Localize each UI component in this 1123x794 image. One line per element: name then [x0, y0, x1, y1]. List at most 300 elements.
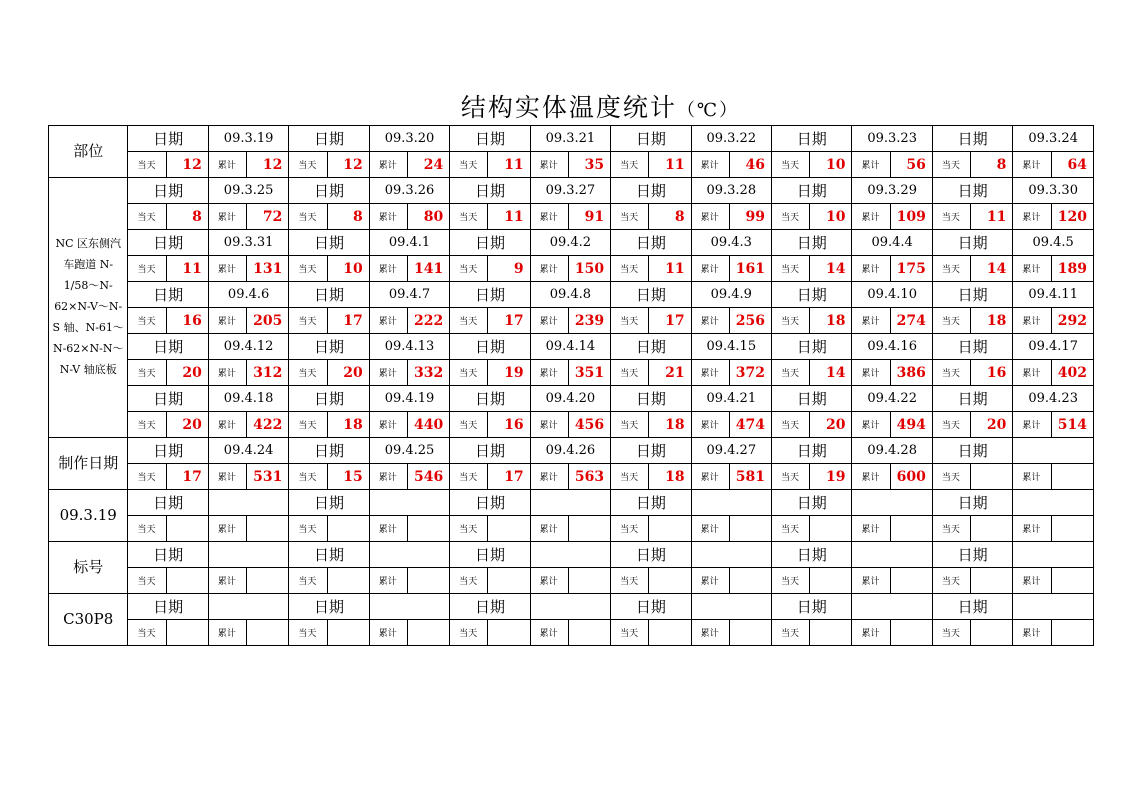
day-value: 16	[166, 308, 208, 334]
total-value	[890, 516, 932, 542]
day-label: 当天	[289, 412, 327, 438]
total-value	[890, 620, 932, 646]
day-label: 当天	[289, 620, 327, 646]
date-value: 09.3.22	[691, 126, 771, 152]
total-value: 494	[890, 412, 932, 438]
total-value	[568, 516, 610, 542]
date-label: 日期	[932, 438, 1012, 464]
day-label: 当天	[128, 412, 166, 438]
date-label: 日期	[450, 282, 530, 308]
day-label: 当天	[128, 568, 166, 594]
day-value	[810, 568, 852, 594]
total-label: 累计	[691, 152, 729, 178]
total-value: 91	[568, 204, 610, 230]
date-label: 日期	[289, 126, 369, 152]
day-value: 10	[810, 152, 852, 178]
day-value	[327, 568, 369, 594]
date-value: 09.4.6	[208, 282, 288, 308]
date-value: 09.4.17	[1013, 334, 1094, 360]
total-label: 累计	[852, 464, 890, 490]
day-value: 12	[166, 152, 208, 178]
table-row	[49, 126, 1094, 152]
day-value: 18	[327, 412, 369, 438]
date-value: 09.4.2	[530, 230, 610, 256]
total-label: 累计	[369, 256, 407, 282]
day-label: 当天	[450, 360, 488, 386]
date-label: 日期	[450, 178, 530, 204]
day-label: 当天	[289, 464, 327, 490]
day-label: 当天	[772, 464, 810, 490]
total-value	[729, 620, 771, 646]
day-label: 当天	[289, 204, 327, 230]
date-label: 日期	[611, 542, 691, 568]
date-value	[208, 490, 288, 516]
date-value: 09.4.1	[369, 230, 449, 256]
total-value: 274	[890, 308, 932, 334]
date-label: 日期	[128, 126, 208, 152]
total-label: 累计	[1013, 256, 1051, 282]
date-value	[208, 594, 288, 620]
total-label: 累计	[1013, 620, 1051, 646]
total-value: 35	[568, 152, 610, 178]
date-label: 日期	[772, 126, 852, 152]
day-value: 18	[971, 308, 1013, 334]
date-value: 09.4.13	[369, 334, 449, 360]
day-value	[166, 516, 208, 542]
total-label: 累计	[208, 464, 246, 490]
day-value: 17	[649, 308, 691, 334]
date-label: 日期	[289, 438, 369, 464]
date-value: 09.4.19	[369, 386, 449, 412]
date-value: 09.3.26	[369, 178, 449, 204]
table-body	[49, 126, 1094, 646]
total-label: 累计	[691, 308, 729, 334]
total-label: 累计	[369, 516, 407, 542]
day-value: 14	[810, 360, 852, 386]
day-value: 8	[327, 204, 369, 230]
location-label: NC 区东侧汽车跑道 N-1/58～N-62×N-V～N-S 轴、N-61～N-62×N-N～N-V 轴底板	[49, 178, 128, 438]
day-label: 当天	[611, 464, 649, 490]
day-value	[810, 516, 852, 542]
total-label: 累计	[852, 256, 890, 282]
total-label: 累计	[208, 204, 246, 230]
title-unit: （℃）	[676, 100, 740, 121]
day-value	[971, 464, 1013, 490]
date-value: 09.4.9	[691, 282, 771, 308]
total-value: 474	[729, 412, 771, 438]
total-label: 累计	[369, 464, 407, 490]
date-label: 日期	[932, 282, 1012, 308]
total-value: 175	[890, 256, 932, 282]
total-value: 581	[729, 464, 771, 490]
day-label: 当天	[289, 360, 327, 386]
day-label: 当天	[289, 152, 327, 178]
day-value: 19	[488, 360, 530, 386]
date-value	[852, 542, 932, 568]
total-label: 累计	[530, 152, 568, 178]
date-label: 日期	[450, 490, 530, 516]
total-label: 累计	[852, 516, 890, 542]
total-value	[407, 516, 449, 542]
total-label: 累计	[1013, 204, 1051, 230]
date-label: 日期	[450, 126, 530, 152]
date-value	[530, 490, 610, 516]
total-value: 109	[890, 204, 932, 230]
total-label: 累计	[691, 256, 729, 282]
total-value: 456	[568, 412, 610, 438]
total-value: 531	[247, 464, 289, 490]
total-value: 99	[729, 204, 771, 230]
date-label: 日期	[450, 230, 530, 256]
date-label: 日期	[611, 230, 691, 256]
day-label: 当天	[932, 360, 970, 386]
total-label: 累计	[691, 412, 729, 438]
total-label: 累计	[530, 516, 568, 542]
day-label: 当天	[128, 308, 166, 334]
date-value: 09.4.25	[369, 438, 449, 464]
day-label: 当天	[932, 412, 970, 438]
date-label: 日期	[772, 178, 852, 204]
day-value	[649, 620, 691, 646]
day-value	[649, 568, 691, 594]
date-value: 09.4.11	[1013, 282, 1094, 308]
total-label: 累计	[530, 308, 568, 334]
date-value: 09.4.3	[691, 230, 771, 256]
date-label: 日期	[611, 282, 691, 308]
day-value	[971, 516, 1013, 542]
day-label: 当天	[611, 152, 649, 178]
day-value	[971, 568, 1013, 594]
table-row	[49, 620, 1094, 646]
total-value	[1051, 464, 1093, 490]
date-value	[1013, 490, 1094, 516]
date-value: 09.3.31	[208, 230, 288, 256]
total-value	[1051, 620, 1093, 646]
total-label: 累计	[1013, 568, 1051, 594]
total-label: 累计	[208, 308, 246, 334]
date-label: 日期	[450, 334, 530, 360]
date-label: 日期	[772, 334, 852, 360]
total-label: 累计	[852, 360, 890, 386]
total-value	[890, 568, 932, 594]
total-label: 累计	[852, 620, 890, 646]
date-label: 日期	[772, 490, 852, 516]
day-value: 20	[166, 412, 208, 438]
date-value: 09.4.22	[852, 386, 932, 412]
date-value: 09.4.20	[530, 386, 610, 412]
day-label: 当天	[772, 568, 810, 594]
total-value	[729, 568, 771, 594]
day-label: 当天	[450, 204, 488, 230]
day-value: 10	[810, 204, 852, 230]
day-label: 当天	[128, 360, 166, 386]
day-value	[488, 568, 530, 594]
day-label: 当天	[932, 464, 970, 490]
date-label: 日期	[450, 386, 530, 412]
day-label: 当天	[289, 308, 327, 334]
total-label: 累计	[852, 308, 890, 334]
date-label: 日期	[128, 334, 208, 360]
date-label: 日期	[932, 542, 1012, 568]
date-label: 日期	[450, 542, 530, 568]
date-value: 09.4.15	[691, 334, 771, 360]
total-label: 累计	[369, 152, 407, 178]
day-value	[327, 620, 369, 646]
day-label: 当天	[932, 204, 970, 230]
day-value: 19	[810, 464, 852, 490]
day-label: 当天	[932, 152, 970, 178]
total-value: 332	[407, 360, 449, 386]
date-label: 日期	[289, 282, 369, 308]
day-value: 11	[649, 152, 691, 178]
table-row	[49, 152, 1094, 178]
date-value	[208, 542, 288, 568]
total-value: 80	[407, 204, 449, 230]
day-value: 11	[649, 256, 691, 282]
table-row	[49, 230, 1094, 256]
date-label: 日期	[128, 542, 208, 568]
day-label: 当天	[128, 464, 166, 490]
total-value: 546	[407, 464, 449, 490]
table-row	[49, 516, 1094, 542]
date-value: 09.3.24	[1013, 126, 1094, 152]
day-label: 当天	[772, 516, 810, 542]
page-title	[0, 88, 1123, 124]
date-value	[1013, 438, 1094, 464]
day-label: 当天	[128, 620, 166, 646]
day-value: 16	[971, 360, 1013, 386]
date-label: 日期	[289, 230, 369, 256]
date-value: 09.4.16	[852, 334, 932, 360]
total-value	[1051, 516, 1093, 542]
day-value	[488, 516, 530, 542]
total-label: 累计	[208, 412, 246, 438]
day-value: 11	[166, 256, 208, 282]
total-value	[247, 516, 289, 542]
total-value: 256	[729, 308, 771, 334]
day-label: 当天	[128, 256, 166, 282]
total-value: 351	[568, 360, 610, 386]
total-value: 292	[1051, 308, 1093, 334]
date-value	[369, 542, 449, 568]
grade-value: C30P8	[49, 594, 128, 646]
table-row	[49, 204, 1094, 230]
total-label: 累计	[530, 568, 568, 594]
day-label: 当天	[128, 152, 166, 178]
day-label: 当天	[611, 204, 649, 230]
total-label: 累计	[530, 256, 568, 282]
day-label: 当天	[611, 568, 649, 594]
total-value: 46	[729, 152, 771, 178]
date-value: 09.4.27	[691, 438, 771, 464]
total-label: 累计	[1013, 464, 1051, 490]
day-label: 当天	[932, 308, 970, 334]
day-value: 12	[327, 152, 369, 178]
day-value: 11	[488, 204, 530, 230]
day-value	[327, 516, 369, 542]
table-row	[49, 386, 1094, 412]
day-value: 17	[488, 308, 530, 334]
date-label: 日期	[772, 230, 852, 256]
date-label: 日期	[772, 282, 852, 308]
total-label: 累计	[369, 620, 407, 646]
date-value: 09.3.30	[1013, 178, 1094, 204]
total-value	[568, 568, 610, 594]
total-value: 222	[407, 308, 449, 334]
total-value: 150	[568, 256, 610, 282]
date-value: 09.3.28	[691, 178, 771, 204]
date-value: 09.4.7	[369, 282, 449, 308]
day-value	[166, 620, 208, 646]
total-value: 239	[568, 308, 610, 334]
total-label: 累计	[208, 360, 246, 386]
date-value	[1013, 594, 1094, 620]
table-row	[49, 438, 1094, 464]
total-value: 161	[729, 256, 771, 282]
total-value: 563	[568, 464, 610, 490]
grade-label: 标号	[49, 542, 128, 594]
day-label: 当天	[128, 204, 166, 230]
total-label: 累计	[208, 568, 246, 594]
date-label: 日期	[772, 542, 852, 568]
date-label: 日期	[772, 438, 852, 464]
total-value: 12	[247, 152, 289, 178]
day-label: 当天	[128, 516, 166, 542]
day-value	[166, 568, 208, 594]
day-value: 8	[649, 204, 691, 230]
total-value: 514	[1051, 412, 1093, 438]
total-value: 120	[1051, 204, 1093, 230]
total-label: 累计	[1013, 152, 1051, 178]
total-value	[568, 620, 610, 646]
total-label: 累计	[369, 308, 407, 334]
date-label: 日期	[932, 178, 1012, 204]
total-value: 72	[247, 204, 289, 230]
total-label: 累计	[369, 360, 407, 386]
date-value: 09.3.27	[530, 178, 610, 204]
make-date-value: 09.3.19	[49, 490, 128, 542]
date-value	[691, 490, 771, 516]
date-label: 日期	[289, 178, 369, 204]
date-label: 日期	[128, 230, 208, 256]
date-value: 09.3.19	[208, 126, 288, 152]
table-row	[49, 568, 1094, 594]
day-value	[971, 620, 1013, 646]
total-label: 累计	[852, 568, 890, 594]
total-label: 累计	[530, 360, 568, 386]
date-value: 09.3.29	[852, 178, 932, 204]
date-value: 09.4.21	[691, 386, 771, 412]
total-value: 64	[1051, 152, 1093, 178]
day-label: 当天	[932, 568, 970, 594]
date-value	[691, 542, 771, 568]
date-label: 日期	[289, 542, 369, 568]
total-value: 386	[890, 360, 932, 386]
date-value: 09.4.10	[852, 282, 932, 308]
date-label: 日期	[289, 334, 369, 360]
date-label: 日期	[611, 178, 691, 204]
total-value	[407, 568, 449, 594]
date-label: 日期	[932, 386, 1012, 412]
date-label: 日期	[128, 438, 208, 464]
day-value: 10	[327, 256, 369, 282]
day-value: 8	[166, 204, 208, 230]
date-value: 09.3.25	[208, 178, 288, 204]
day-label: 当天	[932, 620, 970, 646]
day-value: 20	[166, 360, 208, 386]
day-label: 当天	[611, 412, 649, 438]
date-value: 09.4.8	[530, 282, 610, 308]
total-label: 累计	[208, 256, 246, 282]
date-label: 日期	[611, 490, 691, 516]
date-label: 日期	[611, 334, 691, 360]
date-label: 日期	[450, 438, 530, 464]
day-value: 18	[649, 464, 691, 490]
total-value: 141	[407, 256, 449, 282]
day-value: 20	[971, 412, 1013, 438]
total-value: 189	[1051, 256, 1093, 282]
date-value	[530, 594, 610, 620]
day-label: 当天	[932, 516, 970, 542]
table-row	[49, 464, 1094, 490]
total-value: 312	[247, 360, 289, 386]
total-label: 累计	[691, 204, 729, 230]
total-label: 累计	[691, 360, 729, 386]
total-value	[247, 620, 289, 646]
day-label: 当天	[289, 256, 327, 282]
total-label: 累计	[852, 152, 890, 178]
day-value: 18	[810, 308, 852, 334]
day-label: 当天	[611, 516, 649, 542]
date-label: 日期	[128, 282, 208, 308]
date-label: 日期	[932, 126, 1012, 152]
total-label: 累计	[530, 620, 568, 646]
table-row	[49, 594, 1094, 620]
total-label: 累计	[530, 204, 568, 230]
date-value: 09.3.23	[852, 126, 932, 152]
date-value: 09.4.18	[208, 386, 288, 412]
total-value: 402	[1051, 360, 1093, 386]
day-value	[488, 620, 530, 646]
day-value: 11	[971, 204, 1013, 230]
total-value	[1051, 568, 1093, 594]
day-label: 当天	[450, 308, 488, 334]
part-label: 部位	[49, 126, 128, 178]
day-value: 8	[971, 152, 1013, 178]
day-value: 11	[488, 152, 530, 178]
day-value: 15	[327, 464, 369, 490]
date-label: 日期	[611, 386, 691, 412]
table-row	[49, 308, 1094, 334]
day-label: 当天	[772, 204, 810, 230]
date-value: 09.4.14	[530, 334, 610, 360]
day-label: 当天	[450, 620, 488, 646]
date-value: 09.4.23	[1013, 386, 1094, 412]
day-label: 当天	[450, 152, 488, 178]
day-label: 当天	[772, 152, 810, 178]
table-row	[49, 490, 1094, 516]
date-value	[852, 490, 932, 516]
date-label: 日期	[128, 594, 208, 620]
total-value	[729, 516, 771, 542]
date-label: 日期	[289, 594, 369, 620]
day-label: 当天	[611, 360, 649, 386]
total-value: 131	[247, 256, 289, 282]
day-label: 当天	[450, 412, 488, 438]
total-label: 累计	[530, 464, 568, 490]
day-value: 21	[649, 360, 691, 386]
date-label: 日期	[932, 230, 1012, 256]
